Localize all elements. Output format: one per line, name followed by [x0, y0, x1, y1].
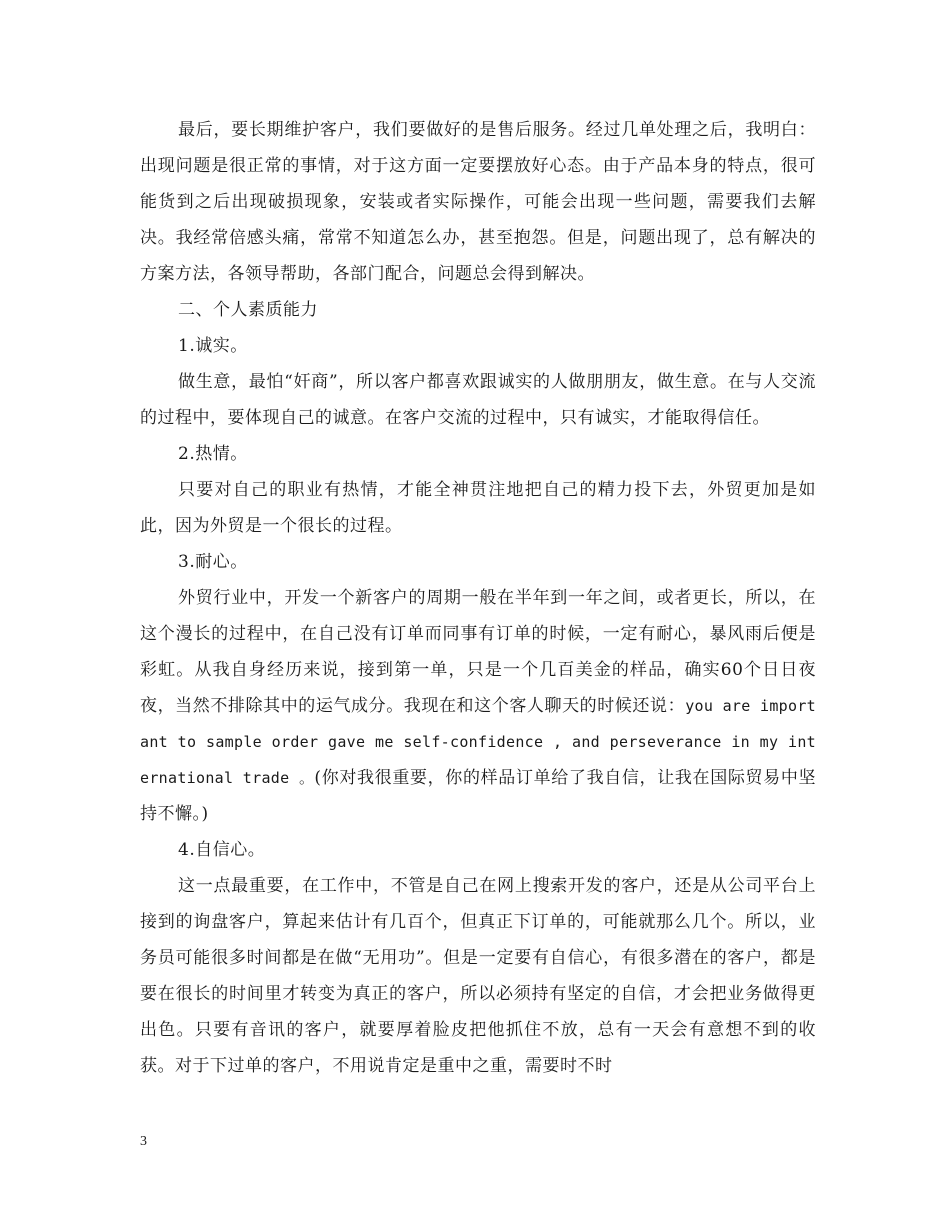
english-quote: you are important to sample order gave me self-confidence , and perseverance in my international trade 。	[140, 697, 816, 787]
item-heading-enthusiasm: 2.热情。	[178, 444, 248, 464]
chinese-translation: (你对我很重要，你的样品订单给了我自信，让我在国际贸易中坚持不懈。)	[140, 768, 816, 824]
item-heading-honesty: 1.诚实。	[178, 336, 248, 356]
paragraph-patience-text: 外贸行业中，开发一个新客户的周期一般在半年到一年之间，或者更长，所以，在这个漫长的过程中，在自己没有订单而同事有订单的时候，一定有耐心，暴风雨后便是彩虹。从我自身经历来说，接到第一单，只是一个几百美金的样品，确实60个日日夜夜，当然不排除其中的运气成分。我现在和这个客人聊天的时候还说：	[140, 588, 816, 716]
item-heading-patience: 3.耐心。	[178, 552, 248, 572]
paragraph-honesty: 做生意，最怕“奸商”，所以客户都喜欢跟诚实的人做朋朋友，做生意。在与人交流的过程中，要体现自己的诚意。在客户交流的过程中，只有诚实，才能取得信任。	[140, 372, 816, 428]
document-body	[140, 112, 816, 1084]
paragraph-patience	[140, 580, 816, 832]
page-number: 3	[140, 1134, 147, 1149]
item-heading-confidence: 4.自信心。	[178, 840, 266, 860]
paragraph-enthusiasm: 只要对自己的职业有热情，才能全神贯注地把自己的精力投下去，外贸更加是如此，因为外贸是一个很长的过程。	[140, 480, 816, 536]
paragraph-after-sales: 最后，要长期维护客户，我们要做好的是售后服务。经过几单处理之后，我明白：出现问题是很正常的事情，对于这方面一定要摆放好心态。由于产品本身的特点，很可能货到之后出现破损现象，安装或者实际操作，可能会出现一些问题，需要我们去解决。我经常倍感头痛，常常不知道怎么办，甚至抱怨。但是，问题出现了，总有解决的方案方法，各领导帮助，各部门配合，问题总会得到解决。	[140, 120, 816, 284]
section-heading-personal-quality: 二、个人素质能力	[178, 300, 318, 320]
paragraph-confidence: 这一点最重要，在工作中，不管是自己在网上搜索开发的客户，还是从公司平台上接到的询盘客户，算起来估计有几百个，但真正下订单的，可能就那么几个。所以，业务员可能很多时间都是在做“无用功”。但是一定要有自信心，有很多潜在的客户，都是要在很长的时间里才转变为真正的客户，所以必须持有坚定的自信，才会把业务做得更出色。只要有音讯的客户，就要厚着脸皮把他抓住不放，总有一天会有意想不到的收获。对于下过单的客户，不用说肯定是重中之重，需要时不时	[140, 876, 816, 1076]
